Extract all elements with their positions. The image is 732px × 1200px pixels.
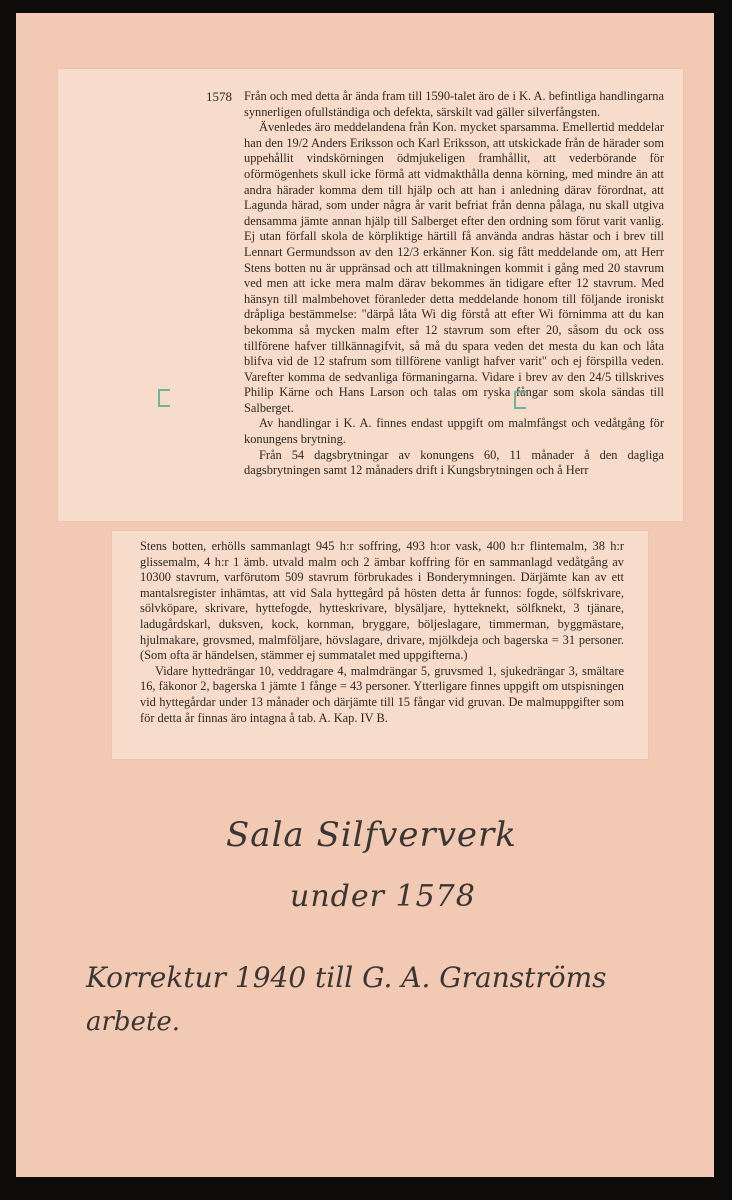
handwritten-note-line2: arbete. [86,1007,181,1037]
text-clipping-bottom [112,531,648,759]
year-marginal: 1578 [206,89,232,104]
handwritten-title: Sala Silfververk [226,815,517,855]
paragraph: Från 54 dagsbrytningar av konungens 60, 11 månader å den dagliga dagsbrytningen samt 12 månaders drift i Kungsbrytningen och å Herr [244,447,664,478]
paragraph: Vidare hyttedrängar 10, veddragare 4, malmdrängar 5, gruvsmed 1, sjukedrängar 3, smältare 16, fäkonor 2, bagerska 1 jämte 1 fånge = 43 personer. Ytterligare finnes uppgift om utspisningen vid hyttegårdar under 13 månader och därjämte till 15 fångar vid gruvan. De malmuppgifter som för detta år finnas äro intagna å tab. A. Kap. IV B. [140,663,624,725]
green-bracket-mark-left [158,389,170,407]
paragraph: Stens botten, erhölls sammanlagt 945 h:r soffring, 493 h:or vask, 400 h:r flintemalm, 38 h:r glissemalm, 4 h:r 1 ämb. utvald malm och 2 ämbar koffring för en sammanlagd vedåtgång av 10300 stavrum, varförutom 509 stavrum förbrukades i Bonderymningen. Därjämte kan av ett mantalsregister inhämtas, att vid Sala hyttegård på hösten detta år funnos: fogde, sölfskrivare, sölvköpare, skrivare, hyttefogde, hytteskrivare, blysäljare, hytteknekt, sölfknekt, 3 tjänare, ladugårdskarl, duksven, kock, kornman, bryggare, böljeslagare, timmerman, byggmästare, hjulmakare, grovsmed, malmföljare, hövslagare, drivare, mjölkdeja och bagerska = 31 personer. (Som ofta är händelsen, stämmer ej summatalet med uppgifterna.) [140,539,624,663]
clipping-bottom-body [140,539,624,726]
document-sheet [16,13,714,1177]
green-bracket-mark-right [514,391,526,409]
handwritten-subtitle: under 1578 [290,879,476,914]
paragraph: Från och med detta år ända fram till 1590-talet äro de i K. A. befintliga handlingarna synnerligen ofullständiga och defekta, särskilt vad gäller silverfångsten. [244,89,664,119]
paragraph: Av handlingar i K. A. finnes endast uppgift om malmfångst och vedåtgång för konungens brytning. [244,416,664,447]
text-clipping-top [58,69,683,521]
paragraph: Ävenledes äro meddelandena från Kon. mycket sparsamma. Emellertid meddelar han den 19/2 Anders Eriksson och Karl Eriksson, att utskickade från de härader som uppehållit vindskörningen ödmjukeligen framhållit, att vederbörande för oförmögenhets skull icke förmå att vidmakthålla denna körning, med mindre än att andra härader komma dem till hjälp och att han i anledning därav förordnat, att Lagunda härad, som under några år varit befriat från denna pålaga, nu skall utgiva densamma jämte annan hjälp till Salberget efter den ordning som förut varit vanlig. Ej utan förfall skola de körpliktige härtill få använda andras hästar och i brev till Lennart Germundsson av den 12/3 erkänner Kon. sig fått meddelande om, att Herr Stens botten nu är uppränsad och att tillmakningen kommit i gång med 20 stavrum ved men att icke mera malm därav bekommes än tidigare efter 12 stavrum. Med hänsyn till malmbehovet föranleder detta meddelande honom till följande ironiskt dråpliga bestämmelse: "därpå låta Wi dig förstå att efter Wi förnimma att du kan bekomma så mycken malm efter 12 stavrum som efter 20, såsom du ock oss tillförene hafver tillkännagifvit, så må du spara veden det mesta du kan och låta blifva vid de 12 stafrum som tillförene vanligt hafver varit" och ej förspilla veden. Varefter komma de sedvanliga förmaningarna. Vidare i brev av den 24/5 tillskrives Philip Kärne och Hans Larson och talas om ryska fångar som skola sändas till Salberget. [244,120,664,415]
clipping-top-body [244,89,664,479]
handwritten-note-line1: Korrektur 1940 till G. A. Granströms [86,961,607,994]
